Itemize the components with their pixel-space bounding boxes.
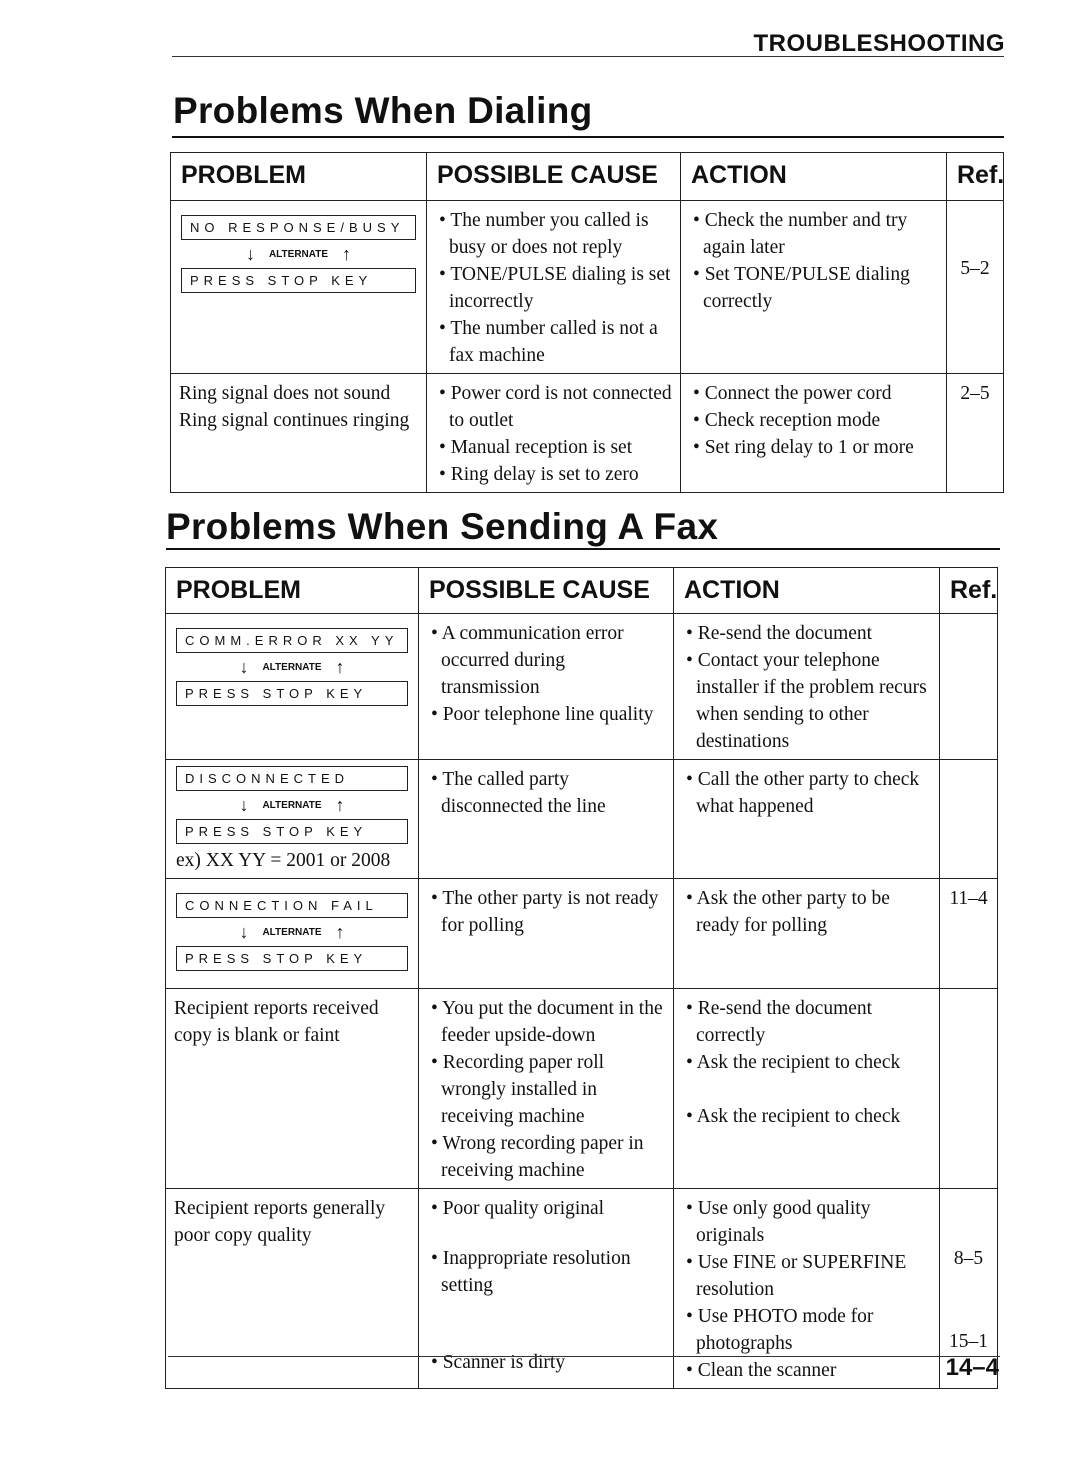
list-item: • Clean the scanner	[686, 1360, 837, 1381]
dialing-title-rule	[172, 136, 1004, 138]
lcd-display: PRESS STOP KEY	[176, 946, 408, 971]
col-header-cause: POSSIBLE CAUSE	[427, 153, 681, 201]
ref-cell: 8–5 15–1	[940, 1189, 998, 1389]
arrow-down-icon: ↓	[245, 244, 255, 264]
cause-cell	[419, 1189, 674, 1389]
arrow-down-icon: ↓	[239, 922, 249, 942]
list-item: • Re-send the document correctly	[686, 998, 873, 1046]
list-item: • The other party is not ready for polling	[431, 888, 659, 936]
action-cell	[674, 760, 940, 879]
list-item: • Use FINE or SUPERFINE resolution	[686, 1252, 907, 1300]
sending-title-rule	[166, 548, 1000, 550]
list-item: • Set ring delay to 1 or more	[693, 437, 914, 458]
list-item: • Manual reception is set	[439, 437, 633, 458]
list-item: • The called party disconnected the line	[431, 769, 606, 817]
cause-cell	[419, 879, 674, 989]
problem-cell	[166, 614, 419, 760]
lcd-display: PRESS STOP KEY	[176, 819, 408, 844]
list-item: • Poor quality original	[431, 1198, 605, 1219]
lcd-display: COMM.ERROR XX YY	[176, 628, 408, 653]
action-cell	[674, 879, 940, 989]
arrow-up-icon: ↑	[335, 657, 345, 677]
alternate-indicator: ↓ ALTERNATE ↑	[239, 657, 345, 677]
cause-cell	[419, 989, 674, 1189]
lcd-display: PRESS STOP KEY	[176, 681, 408, 706]
lcd-display: PRESS STOP KEY	[181, 268, 416, 293]
lcd-display: NO RESPONSE/BUSY	[181, 215, 416, 240]
problem-cell: Ring signal does not sound Ring signal continues ringing	[171, 374, 427, 493]
list-item: • Power cord is not connected to outlet	[439, 383, 672, 431]
col-header-problem: PROBLEM	[171, 153, 427, 201]
table-row	[166, 760, 998, 879]
ref-cell: 11–4	[940, 879, 998, 989]
list-item: • Check the number and try again later	[693, 210, 908, 258]
list-item: • Scanner is dirty	[431, 1352, 566, 1373]
col-header-cause: POSSIBLE CAUSE	[419, 568, 674, 614]
table-row	[171, 201, 1004, 374]
col-header-action: ACTION	[681, 153, 947, 201]
action-cell	[674, 1189, 940, 1389]
sending-table	[165, 567, 998, 1389]
table-row	[166, 614, 998, 760]
list-item: • TONE/PULSE dialing is set incorrectly	[439, 264, 671, 312]
list-item: • A communication error occurred during transmission	[431, 623, 624, 698]
action-cell	[681, 374, 947, 493]
cause-cell	[419, 760, 674, 879]
list-item: • Re-send the document	[686, 623, 873, 644]
list-item: • Use PHOTO mode for photographs	[686, 1306, 874, 1354]
col-header-ref: Ref.	[947, 153, 1004, 201]
ref-cell	[940, 989, 998, 1189]
running-header: TROUBLESHOOTING	[753, 30, 1005, 57]
col-header-problem: PROBLEM	[166, 568, 419, 614]
list-item: • You put the document in the feeder upside-down	[431, 998, 663, 1046]
sending-section-title: Problems When Sending A Fax	[166, 506, 719, 547]
list-item: • Ask the recipient to check	[686, 1052, 901, 1073]
ref-cell: 2–5	[947, 374, 1004, 493]
col-header-action: ACTION	[674, 568, 940, 614]
list-item: • Inappropriate resolution setting	[431, 1248, 631, 1296]
lcd-display: DISCONNECTED	[176, 766, 408, 791]
list-item: • Poor telephone line quality	[431, 704, 654, 725]
dialing-table	[170, 152, 1004, 493]
cause-cell	[427, 374, 681, 493]
action-cell	[674, 989, 940, 1189]
table-row	[166, 989, 998, 1189]
header-rule	[172, 56, 1004, 57]
arrow-up-icon: ↑	[335, 922, 345, 942]
problem-cell	[171, 201, 427, 374]
arrow-down-icon: ↓	[239, 657, 249, 677]
arrow-up-icon: ↑	[342, 244, 352, 264]
ref-cell	[940, 614, 998, 760]
arrow-down-icon: ↓	[239, 795, 249, 815]
arrow-up-icon: ↑	[335, 795, 345, 815]
list-item: • Use only good quality originals	[686, 1198, 871, 1246]
list-item: • Ask the recipient to check	[686, 1106, 901, 1127]
table-row	[171, 374, 1004, 493]
list-item: • The number you called is busy or does not reply	[439, 210, 649, 258]
list-item: • Connect the power cord	[693, 383, 892, 404]
list-item: • Ask the other party to be ready for polling	[686, 888, 890, 936]
dialing-section-title: Problems When Dialing	[173, 90, 593, 131]
cause-cell	[419, 614, 674, 760]
list-item: • Ring delay is set to zero	[439, 464, 639, 485]
lcd-display: CONNECTION FAIL	[176, 893, 408, 918]
problem-cell: Recipient reports received copy is blank or faint	[166, 989, 419, 1189]
problem-cell	[166, 760, 419, 879]
list-item: • Check reception mode	[693, 410, 881, 431]
list-item: • Call the other party to check what happened	[686, 769, 920, 817]
problem-cell	[166, 879, 419, 989]
action-cell	[674, 614, 940, 760]
cause-cell	[427, 201, 681, 374]
table-row	[166, 879, 998, 989]
table-row	[166, 1189, 998, 1389]
problem-cell: Recipient reports generally poor copy quality	[166, 1189, 419, 1389]
ref-cell	[940, 760, 998, 879]
alternate-indicator: ↓ ALTERNATE ↑	[245, 244, 352, 264]
action-cell	[681, 201, 947, 374]
list-item: • Wrong recording paper in receiving machine	[431, 1133, 644, 1181]
list-item: • Contact your telephone installer if the problem recurs when sending to other destinations	[686, 650, 927, 752]
list-item: • Set TONE/PULSE dialing correctly	[693, 264, 910, 312]
col-header-ref: Ref.	[940, 568, 998, 614]
alternate-indicator: ↓ ALTERNATE ↑	[239, 795, 345, 815]
list-item: • Recording paper roll wrongly installed in receiving machine	[431, 1052, 605, 1127]
footer-rule	[168, 1356, 1000, 1357]
alternate-indicator: ↓ ALTERNATE ↑	[239, 922, 345, 942]
page-number: 14–4	[945, 1354, 999, 1381]
list-item: • The number called is not a fax machine	[439, 318, 658, 366]
example-note: ex) XX YY = 2001 or 2008	[176, 850, 391, 871]
ref-cell: 5–2	[947, 201, 1004, 374]
